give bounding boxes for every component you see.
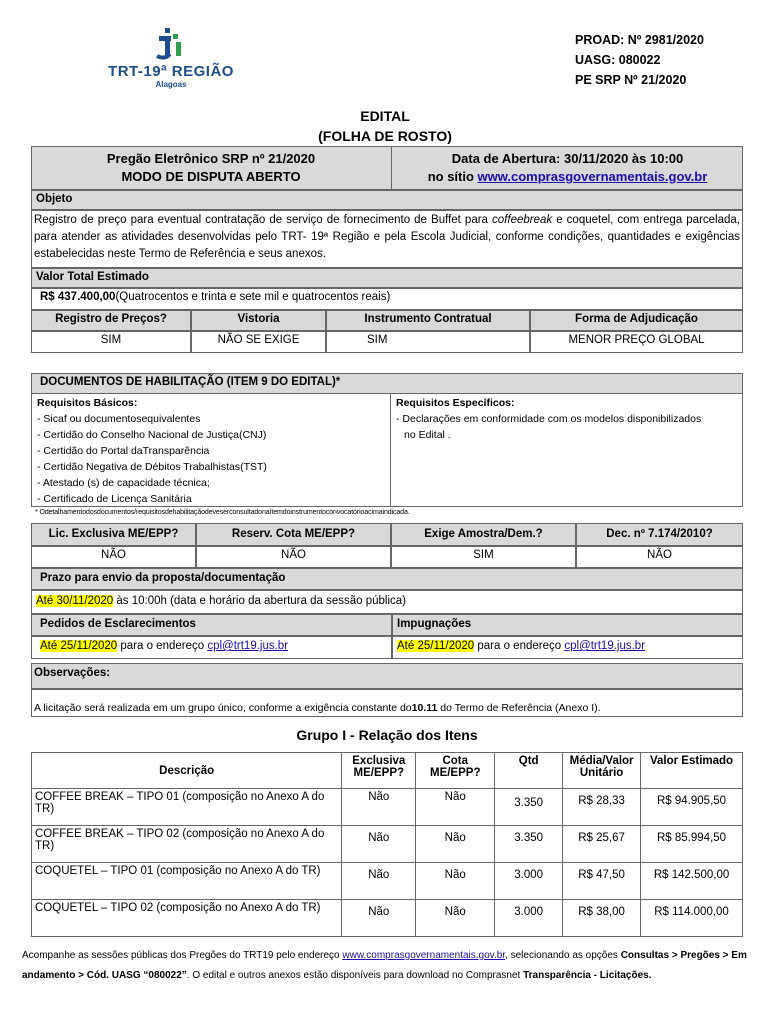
requisito-item: - Certificado de Licença Sanitária: [37, 493, 192, 505]
item-cota: Não: [416, 789, 495, 826]
item-exclusiva: Não: [342, 826, 416, 863]
habilitacao-footnote: * Odetalhamentodosdocumentos/requisitosdehabilitaçãodeveserconsultadonaítemdoinstrumentoconvocatórioacimaindicada.: [35, 509, 410, 516]
requisito-item: - Sicaf ou documentosequivalentes: [37, 413, 201, 425]
item-media: R$ 28,33: [563, 789, 641, 826]
item-descricao: COQUETEL – TIPO 01 (composição no Anexo A do TR): [32, 863, 342, 900]
me-header-cota: Reserv. Cota ME/EPP?: [196, 523, 391, 546]
header-valor: Valor Estimado: [641, 753, 743, 789]
me-header-amostra: Exige Amostra/Dem.?: [391, 523, 576, 546]
footer-note: [22, 946, 752, 986]
pregao-info: [31, 150, 391, 186]
me-value-decreto: NÃO: [576, 546, 743, 568]
disputa-mode: MODO DE DISPUTA ABERTO: [121, 169, 301, 184]
requisito-especifico-item-cont: no Edital .: [404, 429, 451, 441]
me-header-exclusiva: Lic. Exclusiva ME/EPP?: [31, 523, 196, 546]
valor-label: Valor Total Estimado: [31, 268, 743, 288]
item-descricao: COQUETEL – TIPO 02 (composição no Anexo A do TR): [32, 900, 342, 937]
impugnacoes-email-link[interactable]: cpl@trt19.jus.br: [564, 640, 646, 652]
header-qtd: Qtd: [495, 753, 563, 789]
objeto-text-italic: coffeebreak: [492, 214, 553, 226]
prazo-rest: às 10:00h (data e horário da abertura da sessão pública): [113, 595, 406, 607]
observacoes-text-a: A licitação será realizada em um grupo único, conforme a exigência constante do: [34, 702, 412, 714]
habilitacao-label: DOCUMENTOS DE HABILITAÇÃO (ITEM 9 DO EDITAL)*: [31, 373, 743, 394]
item-cota: Não: [416, 863, 495, 900]
me-value-exclusiva: NÃO: [31, 546, 196, 568]
valor-extenso: (Quatrocentos e trinta e sete mil e quatrocentos reais): [115, 291, 391, 303]
pregao-number: Pregão Eletrônico SRP nº 21/2020: [106, 151, 316, 166]
item-exclusiva: Não: [342, 789, 416, 826]
observacoes-text-bold: 10.11: [411, 702, 438, 714]
item-valor: R$ 142.500,00: [641, 863, 743, 900]
table-row: [32, 900, 743, 937]
summary-value-vistoria: NÃO SE EXIGE: [191, 331, 326, 353]
objeto-text-a: Registro de preço para eventual contratação de serviço de fornecimento de Buffet para: [34, 214, 493, 226]
header-cota: Cota ME/EPP?: [416, 753, 495, 789]
objeto-text-b: e coquetel, com entrega parcelada, para atender as atividades desenvolvidas pelo TRT- 19ª Região e pela Escola Judicial, conforme condições, quantidades e exigências estabelecidas neste Termo de Referência e seus anexos.: [34, 214, 740, 260]
footer-text-a: Acompanhe as sessões públicas dos Pregões do TRT19 pelo endereço: [22, 950, 343, 961]
trt19-emblem-icon: [151, 26, 191, 62]
proad-number: PROAD: Nº 2981/2020: [575, 33, 704, 47]
grupo-title: Grupo I - Relação dos Itens: [296, 727, 478, 743]
footer-bold-b: Transparência - Licitações.: [523, 970, 652, 981]
prazo-label: Prazo para envio da proposta/documentação: [31, 568, 743, 590]
observacoes-text: [31, 689, 743, 717]
footer-bold-a: Consultas > Pregões > Em andamento > Cód. UASG “080022”: [22, 950, 747, 981]
requisito-especifico-item: - Declarações em conformidade com os modelos disponibilizados: [396, 413, 702, 425]
reference-block: [575, 30, 704, 90]
requisito-item: - Certidão Negativa de Débitos Trabalhistas(TST): [37, 461, 267, 473]
abertura-info: [392, 150, 743, 186]
impugnacoes-label: Impugnações: [392, 614, 743, 636]
me-value-cota: NÃO: [196, 546, 391, 568]
esclarecimentos-label: Pedidos de Esclarecimentos: [31, 614, 392, 636]
observacoes-label: Observações:: [31, 663, 743, 689]
item-media: R$ 25,67: [563, 826, 641, 863]
item-qtd: 3.000: [495, 863, 563, 900]
edital-subtitle: (FOLHA DE ROSTO): [318, 128, 452, 144]
item-cota: Não: [416, 826, 495, 863]
uasg-number: UASG: 080022: [575, 53, 661, 67]
item-qtd: 3.350: [495, 789, 563, 826]
item-cota: Não: [416, 900, 495, 937]
table-row: [32, 789, 743, 826]
esclarecimentos-email-link[interactable]: cpl@trt19.jus.br: [207, 640, 289, 652]
header-descricao: Descrição: [32, 753, 342, 789]
item-media: R$ 38,00: [563, 900, 641, 937]
me-header-decreto: Dec. nº 7.174/2010?: [576, 523, 743, 546]
prazo-date: Até 30/11/2020: [36, 595, 114, 607]
requisitos-basicos: [37, 395, 387, 507]
logo-name: TRT-19ª REGIÃO: [108, 63, 234, 80]
esclarecimentos-mid: para o endereço: [117, 640, 208, 652]
trt19-logo: [106, 26, 236, 94]
pe-srp-number: PE SRP Nº 21/2020: [575, 73, 687, 87]
edital-title: EDITAL: [360, 108, 410, 124]
objeto-label: Objeto: [31, 190, 743, 210]
objeto-text: [31, 210, 743, 268]
item-exclusiva: Não: [342, 863, 416, 900]
item-media: R$ 47,50: [563, 863, 641, 900]
valor-row: [31, 288, 743, 310]
requisito-item: - Atestado (s) de capacidade técnica;: [37, 477, 210, 489]
summary-header-adjudicacao: Forma de Adjudicação: [530, 310, 743, 331]
summary-header-registro: Registro de Preços?: [31, 310, 191, 331]
table-row: [32, 863, 743, 900]
item-valor: R$ 85.994,50: [641, 826, 743, 863]
footer-compras-link[interactable]: www.comprasgovernamentais.gov.br: [342, 950, 506, 961]
requisitos-especificos: [396, 395, 741, 443]
requisitos-especificos-label: Requisitos Específicos:: [396, 397, 515, 409]
impugnacoes-row: [392, 636, 743, 659]
summary-header-vistoria: Vistoria: [191, 310, 326, 331]
table-row: [32, 826, 743, 863]
requisito-item: - Certidão do Conselho Nacional de Justiça(CNJ): [37, 429, 267, 441]
requisito-item: - Certidão do Portal daTransparência: [37, 445, 210, 457]
footer-text-b: , selecionando as opções: [505, 950, 621, 961]
esclarecimentos-row: [31, 636, 392, 659]
summary-header-instrumento: Instrumento Contratual: [326, 310, 530, 331]
impugnacoes-mid: para o endereço: [474, 640, 565, 652]
summary-value-adjudicacao: MENOR PREÇO GLOBAL: [530, 331, 743, 353]
item-valor: R$ 94.905,50: [641, 789, 743, 826]
item-qtd: 3.000: [495, 900, 563, 937]
summary-value-instrumento: SIM: [326, 331, 530, 353]
impugnacoes-date: Até 25/11/2020: [397, 640, 475, 652]
item-valor: R$ 114.000,00: [641, 900, 743, 937]
valor-amount: R$ 437.400,00: [40, 291, 116, 303]
item-exclusiva: Não: [342, 900, 416, 937]
logo-sub: Alagoas: [155, 80, 187, 89]
compras-link[interactable]: www.comprasgovernamentais.gov.br: [477, 169, 708, 184]
items-table: [31, 752, 743, 937]
items-header-row: [32, 753, 743, 789]
item-descricao: COFFEE BREAK – TIPO 01 (composição no Anexo A do TR): [32, 789, 342, 826]
item-qtd: 3.350: [495, 826, 563, 863]
prazo-row: [31, 590, 743, 614]
header-exclusiva: Exclusiva ME/EPP?: [342, 753, 416, 789]
esclarecimentos-date: Até 25/11/2020: [40, 640, 118, 652]
item-descricao: COFFEE BREAK – TIPO 02 (composição no Anexo A do TR): [32, 826, 342, 863]
footer-text-c: . O edital e outros anexos estão disponíveis para download no Comprasnet: [186, 970, 524, 981]
me-value-amostra: SIM: [391, 546, 576, 568]
observacoes-text-b: do Termo de Referência (Anexo I).: [437, 702, 601, 714]
requisitos-basicos-label: Requisitos Básicos:: [37, 397, 138, 409]
abertura-date: Data de Abertura: 30/11/2020 às 10:00: [451, 151, 684, 166]
summary-value-registro: SIM: [31, 331, 191, 353]
header-media: Média/Valor Unitário: [563, 753, 641, 789]
sitio-prefix: no sítio: [427, 169, 478, 184]
